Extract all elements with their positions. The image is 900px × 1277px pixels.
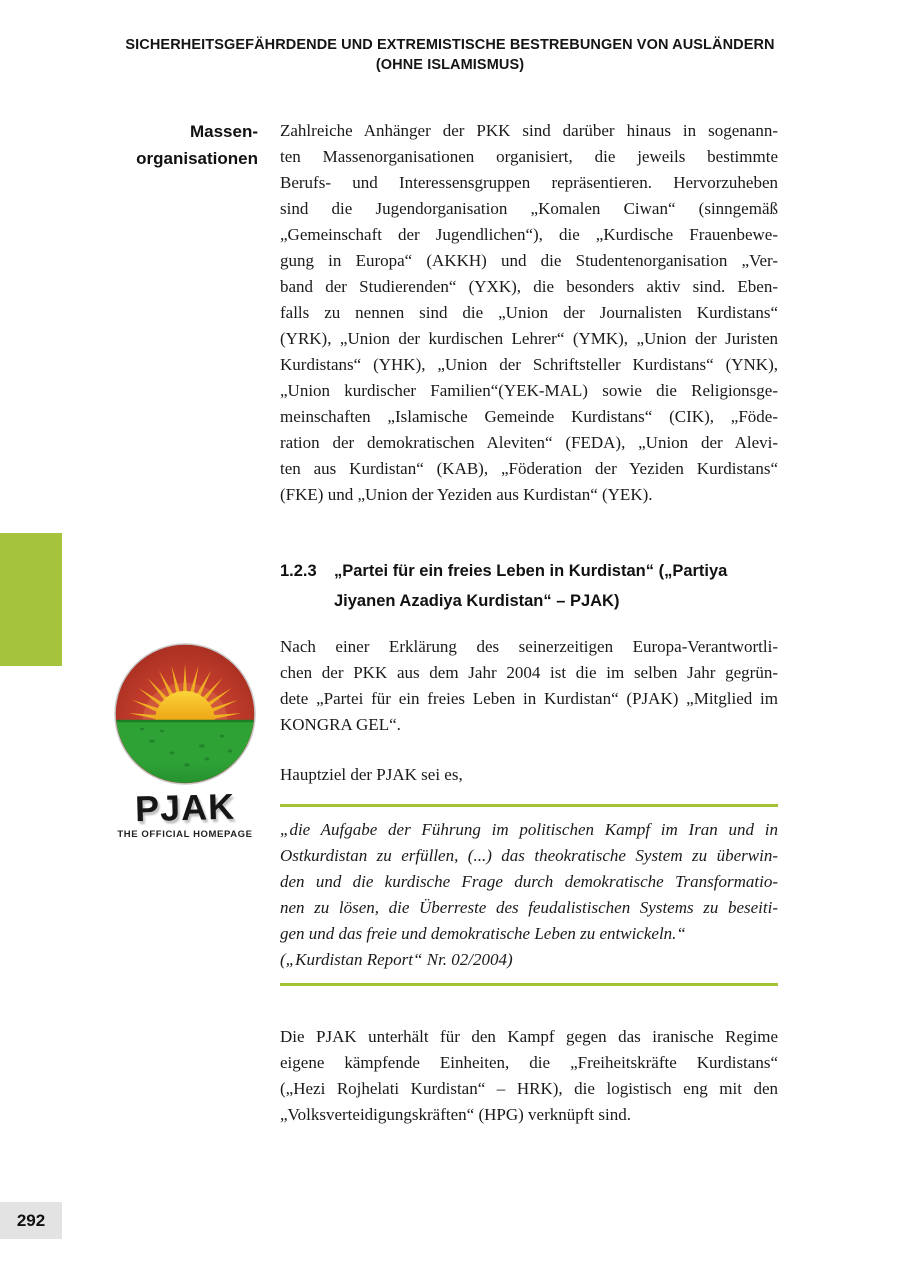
margin-label-line2: organisationen (136, 149, 258, 168)
page-number-badge (0, 1202, 62, 1239)
margin-label (60, 118, 258, 172)
paragraph-pjak-units (280, 1024, 778, 1128)
section-heading-number: 1.2.3 (280, 562, 317, 580)
margin-label-line1: Massen- (189, 122, 258, 141)
text-line: falls zu nennen sind die „Union der Journalisten Kurdistans“ (280, 303, 778, 322)
text-line: „Union kurdischer Familien“(YEK-MAL) sowie die Religionsge- (280, 381, 778, 400)
text-line: Die PJAK unterhält für den Kampf gegen das iranische Regime (280, 1027, 778, 1046)
quote-rule-bottom (280, 983, 778, 986)
text-line: Zahlreiche Anhänger der PKK sind darüber hinaus in sogenann- (280, 121, 778, 140)
text-line: chen der PKK aus dem Jahr 2004 ist die im selben Jahr gegrün- (280, 663, 778, 682)
text-line: ten aus Kurdistan“ (KAB), „Föderation der Yeziden Kurdistans“ (280, 459, 778, 478)
text-line: dete „Partei für ein freies Leben in Kurdistan“ (PJAK) „Mitglied im (280, 689, 778, 708)
paragraph-pjak-intro (280, 634, 778, 738)
pjak-wordmark: PJAK (134, 785, 236, 830)
text-line: („Hezi Rojhelati Kurdistan“ – HRK), die logistisch eng mit den (280, 1079, 778, 1098)
text-line: Berufs- und Interessensgruppen repräsentieren. Hervorzuheben (280, 173, 778, 192)
text-line: gen und das freie und demokratische Leben zu entwickeln.“ (280, 924, 686, 943)
pjak-logo (111, 641, 259, 840)
text-line: meinschaften „Islamische Gemeinde Kurdistans“ (CIK), „Föde- (280, 407, 778, 426)
text-line: ration der demokratischen Aleviten“ (FEDA), „Union der Alevi- (280, 433, 778, 452)
pjak-emblem-icon (111, 641, 259, 787)
quote-rule-top (280, 804, 778, 807)
text-line: sind die Jugendorganisation „Komalen Ciwan“ (sinngemäß (280, 199, 778, 218)
section-heading-title-line2: Jiyanen Azadiya Kurdistan“ – PJAK) (334, 592, 620, 610)
text-line: (YRK), „Union der kurdischen Lehrer“ (YMK), „Union der Juristen (280, 329, 778, 348)
section-heading-title (334, 556, 727, 616)
text-line: „Volksverteidigungskräften“ (HPG) verknüpft sind. (280, 1105, 631, 1124)
text-line: (FKE) und „Union der Yeziden aus Kurdistan“ (YEK). (280, 485, 653, 504)
section-heading-title-line1: „Partei für ein freies Leben in Kurdistan“ („Partiya (334, 562, 728, 580)
text-line: Kurdistans“ (YHK), „Union der Schriftsteller Kurdistans“ (YNK), (280, 355, 778, 374)
text-line: KONGRA GEL“. (280, 715, 401, 734)
text-line: „die Aufgabe der Führung im politischen Kampf im Iran und in (280, 820, 778, 839)
margin-accent-block (0, 533, 62, 666)
text-line: Nach einer Erklärung des seinerzeitigen Europa-Verantwortli- (280, 637, 778, 656)
text-line: ten Massenorganisationen organisiert, die jeweils bestimmte (280, 147, 778, 166)
pjak-tagline: THE OFFICIAL HOMEPAGE (117, 829, 253, 840)
text-line: eigene kämpfende Einheiten, die „Freiheitskräfte Kurdistans“ (280, 1053, 778, 1072)
quote-source: („Kurdistan Report“ Nr. 02/2004) (280, 950, 513, 969)
block-quote (280, 817, 778, 947)
running-head-line1: SICHERHEITSGEFÄHRDENDE UND EXTREMISTISCHE BESTREBUNGEN VON AUSLÄNDERN (125, 37, 775, 53)
section-heading (280, 556, 778, 616)
text-line: gung in Europa“ (AKKH) und die Studentenorganisation „Ver- (280, 251, 778, 270)
text-line: nen zu lösen, die Überreste des feudalistischen Systems zu beseiti- (280, 898, 778, 917)
page-number: 292 (16, 1210, 46, 1230)
running-head-line2: (OHNE ISLAMISMUS) (375, 57, 525, 73)
text-line: „Gemeinschaft der Jugendlichen“), die „Kurdische Frauenbewe- (280, 225, 778, 244)
running-head (0, 35, 900, 75)
text-line: Ostkurdistan zu erfüllen, (...) das theokratische System zu überwin- (280, 846, 778, 865)
paragraph-mass-organisations (280, 118, 778, 508)
text-line: band der Studierenden“ (YXK), die besonders aktiv sind. Eben- (280, 277, 778, 296)
text-line: den und die kurdische Frage durch demokratische Transformatio- (280, 872, 778, 891)
quote-lead-in: Hauptziel der PJAK sei es, (280, 765, 463, 784)
